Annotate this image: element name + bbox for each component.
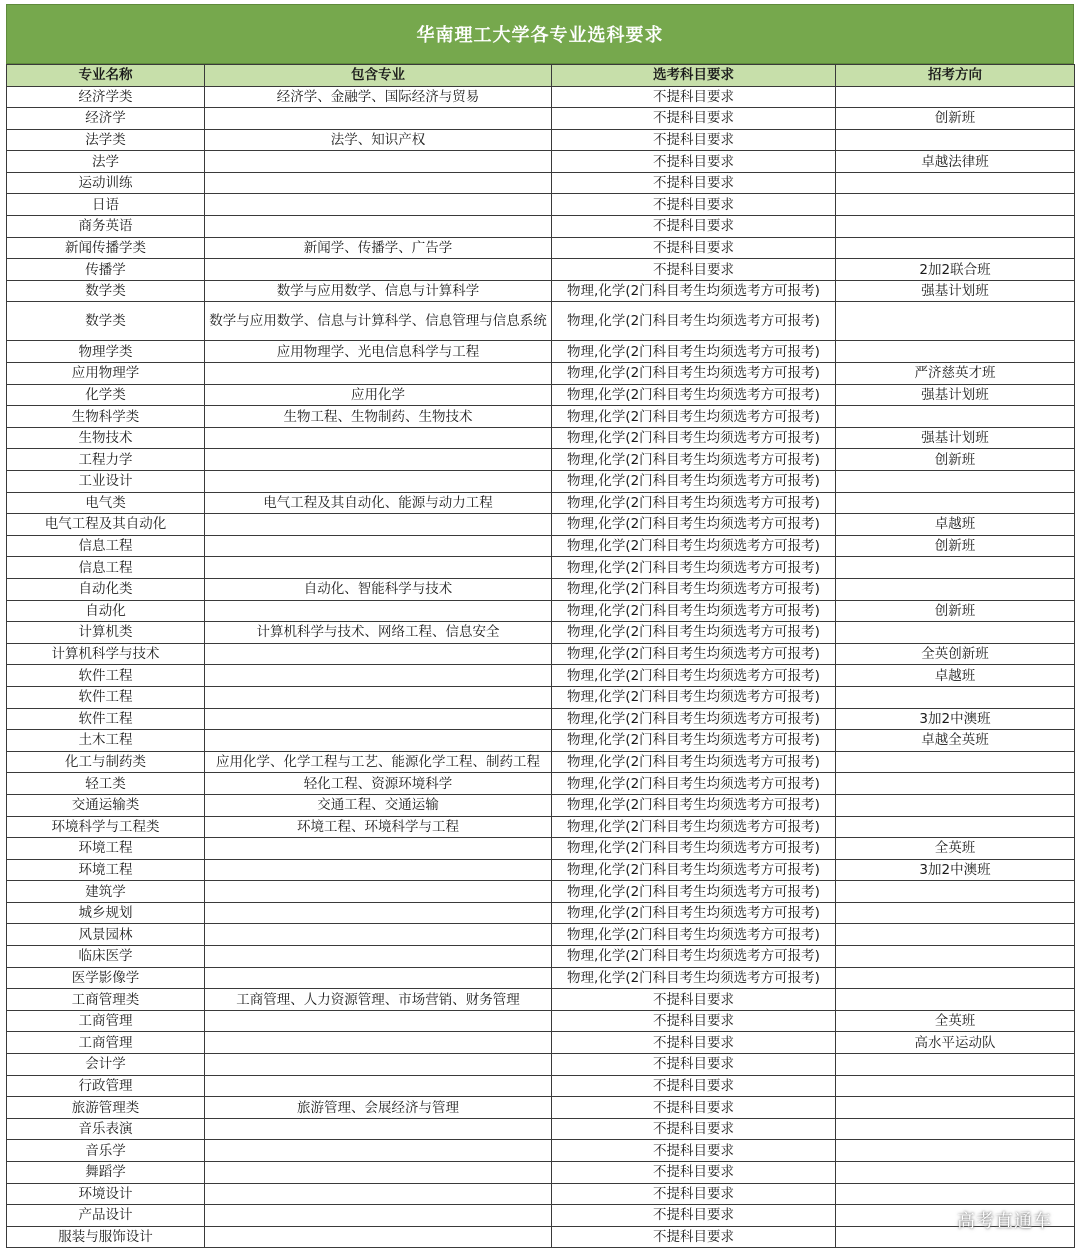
direction-cell	[836, 237, 1075, 259]
major-name-cell: 运动训练	[7, 172, 205, 194]
table-row	[7, 86, 1075, 108]
table-row	[7, 194, 1075, 216]
major-name-cell: 服装与服饰设计	[7, 1226, 205, 1248]
subject-requirement-cell: 物理,化学(2门科目考生均须选考方可报考)	[552, 773, 836, 795]
subject-requirement-cell: 不提科目要求	[552, 1118, 836, 1140]
subject-requirement-cell: 物理,化学(2门科目考生均须选考方可报考)	[552, 665, 836, 687]
table-row	[7, 302, 1075, 341]
direction-cell: 全英班	[836, 1010, 1075, 1032]
table-row	[7, 1183, 1075, 1205]
table-row	[7, 967, 1075, 989]
subject-requirement-cell: 物理,化学(2门科目考生均须选考方可报考)	[552, 643, 836, 665]
subject-requirement-cell: 不提科目要求	[552, 1097, 836, 1119]
table-row	[7, 1054, 1075, 1076]
subject-requirement-cell: 不提科目要求	[552, 86, 836, 108]
major-name-cell: 工业设计	[7, 471, 205, 493]
major-name-cell: 经济学类	[7, 86, 205, 108]
included-majors-cell: 数学与应用数学、信息与计算科学	[205, 280, 552, 302]
table-row	[7, 665, 1075, 687]
major-name-cell: 土木工程	[7, 730, 205, 752]
included-majors-cell	[205, 859, 552, 881]
direction-cell	[836, 216, 1075, 238]
table-row	[7, 259, 1075, 281]
major-name-cell: 环境工程	[7, 838, 205, 860]
direction-cell	[836, 302, 1075, 341]
subject-requirement-cell: 物理,化学(2门科目考生均须选考方可报考)	[552, 967, 836, 989]
table-row	[7, 794, 1075, 816]
subject-requirement-cell: 不提科目要求	[552, 1075, 836, 1097]
subject-requirement-cell: 物理,化学(2门科目考生均须选考方可报考)	[552, 557, 836, 579]
subject-requirement-cell: 物理,化学(2门科目考生均须选考方可报考)	[552, 280, 836, 302]
major-name-cell: 产品设计	[7, 1205, 205, 1227]
direction-cell	[836, 794, 1075, 816]
included-majors-cell: 环境工程、环境科学与工程	[205, 816, 552, 838]
subject-requirement-cell: 不提科目要求	[552, 1183, 836, 1205]
subject-requirement-cell: 物理,化学(2门科目考生均须选考方可报考)	[552, 730, 836, 752]
subject-requirement-cell: 不提科目要求	[552, 1140, 836, 1162]
major-name-cell: 软件工程	[7, 665, 205, 687]
major-name-cell: 软件工程	[7, 686, 205, 708]
table-row	[7, 902, 1075, 924]
major-name-cell: 生物科学类	[7, 406, 205, 428]
direction-cell	[836, 492, 1075, 514]
included-majors-cell	[205, 216, 552, 238]
direction-cell	[836, 1140, 1075, 1162]
subject-requirement-cell: 不提科目要求	[552, 1032, 836, 1054]
included-majors-cell	[205, 708, 552, 730]
major-name-cell: 工商管理类	[7, 989, 205, 1011]
header-subject-requirements: 选考科目要求	[552, 65, 836, 87]
included-majors-cell	[205, 535, 552, 557]
table-row	[7, 1118, 1075, 1140]
major-name-cell: 城乡规划	[7, 902, 205, 924]
subject-requirement-cell: 物理,化学(2门科目考生均须选考方可报考)	[552, 514, 836, 536]
direction-cell: 强基计划班	[836, 427, 1075, 449]
watermark: 高考直通车	[957, 1211, 1052, 1232]
subject-requirement-cell: 物理,化学(2门科目考生均须选考方可报考)	[552, 427, 836, 449]
direction-cell	[836, 406, 1075, 428]
major-name-cell: 音乐学	[7, 1140, 205, 1162]
major-name-cell: 信息工程	[7, 535, 205, 557]
table-row	[7, 514, 1075, 536]
table-row	[7, 427, 1075, 449]
direction-cell: 全英创新班	[836, 643, 1075, 665]
direction-cell	[836, 557, 1075, 579]
major-name-cell: 电气类	[7, 492, 205, 514]
table-row	[7, 492, 1075, 514]
subject-requirement-cell: 物理,化学(2门科目考生均须选考方可报考)	[552, 751, 836, 773]
table-row	[7, 686, 1075, 708]
table-row	[7, 600, 1075, 622]
direction-cell: 创新班	[836, 449, 1075, 471]
table-row	[7, 708, 1075, 730]
table-row	[7, 622, 1075, 644]
table-row	[7, 730, 1075, 752]
major-name-cell: 舞蹈学	[7, 1162, 205, 1184]
direction-cell	[836, 989, 1075, 1011]
included-majors-cell	[205, 449, 552, 471]
direction-cell	[836, 924, 1075, 946]
included-majors-cell: 自动化、智能科学与技术	[205, 578, 552, 600]
included-majors-cell	[205, 1205, 552, 1227]
included-majors-cell	[205, 151, 552, 173]
major-name-cell: 医学影像学	[7, 967, 205, 989]
major-name-cell: 行政管理	[7, 1075, 205, 1097]
subject-requirement-cell: 物理,化学(2门科目考生均须选考方可报考)	[552, 471, 836, 493]
subject-requirement-cell: 物理,化学(2门科目考生均须选考方可报考)	[552, 708, 836, 730]
subject-requirement-cell: 物理,化学(2门科目考生均须选考方可报考)	[552, 384, 836, 406]
direction-cell	[836, 1097, 1075, 1119]
major-name-cell: 电气工程及其自动化	[7, 514, 205, 536]
header-major-name: 专业名称	[7, 65, 205, 87]
major-name-cell: 法学类	[7, 129, 205, 151]
subject-requirement-cell: 物理,化学(2门科目考生均须选考方可报考)	[552, 902, 836, 924]
direction-cell	[836, 1054, 1075, 1076]
direction-cell	[836, 578, 1075, 600]
table-row	[7, 151, 1075, 173]
table-row	[7, 751, 1075, 773]
included-majors-cell	[205, 259, 552, 281]
included-majors-cell: 旅游管理、会展经济与管理	[205, 1097, 552, 1119]
table-row	[7, 535, 1075, 557]
subject-requirement-cell: 物理,化学(2门科目考生均须选考方可报考)	[552, 924, 836, 946]
major-name-cell: 法学	[7, 151, 205, 173]
included-majors-cell: 交通工程、交通运输	[205, 794, 552, 816]
direction-cell: 卓越班	[836, 665, 1075, 687]
table-row	[7, 989, 1075, 1011]
direction-cell	[836, 881, 1075, 903]
included-majors-cell	[205, 108, 552, 130]
included-majors-cell: 新闻学、传播学、广告学	[205, 237, 552, 259]
major-name-cell: 生物技术	[7, 427, 205, 449]
direction-cell: 卓越法律班	[836, 151, 1075, 173]
included-majors-cell	[205, 967, 552, 989]
subject-requirement-cell: 不提科目要求	[552, 172, 836, 194]
subject-requirement-cell: 不提科目要求	[552, 194, 836, 216]
major-name-cell: 工程力学	[7, 449, 205, 471]
direction-cell	[836, 86, 1075, 108]
table-row	[7, 1226, 1075, 1248]
subject-requirement-cell: 物理,化学(2门科目考生均须选考方可报考)	[552, 492, 836, 514]
included-majors-cell: 计算机科学与技术、网络工程、信息安全	[205, 622, 552, 644]
header-included-majors: 包含专业	[205, 65, 552, 87]
direction-cell	[836, 172, 1075, 194]
included-majors-cell: 数学与应用数学、信息与计算科学、信息管理与信息系统	[205, 302, 552, 341]
subject-requirement-cell: 不提科目要求	[552, 108, 836, 130]
table-row	[7, 237, 1075, 259]
included-majors-cell: 轻化工程、资源环境科学	[205, 773, 552, 795]
included-majors-cell	[205, 686, 552, 708]
table-row	[7, 924, 1075, 946]
direction-cell	[836, 967, 1075, 989]
direction-cell	[836, 1118, 1075, 1140]
included-majors-cell: 应用物理学、光电信息科学与工程	[205, 341, 552, 363]
major-name-cell: 环境工程	[7, 859, 205, 881]
included-majors-cell	[205, 427, 552, 449]
subject-requirement-cell: 不提科目要求	[552, 129, 836, 151]
direction-cell	[836, 816, 1075, 838]
major-name-cell: 会计学	[7, 1054, 205, 1076]
direction-cell: 强基计划班	[836, 384, 1075, 406]
subject-requirement-cell: 不提科目要求	[552, 1162, 836, 1184]
subject-requirement-cell: 物理,化学(2门科目考生均须选考方可报考)	[552, 794, 836, 816]
major-name-cell: 建筑学	[7, 881, 205, 903]
subject-requirement-cell: 不提科目要求	[552, 1226, 836, 1248]
subject-requirement-cell: 物理,化学(2门科目考生均须选考方可报考)	[552, 946, 836, 968]
included-majors-cell	[205, 471, 552, 493]
table-row	[7, 643, 1075, 665]
direction-cell	[836, 194, 1075, 216]
table-body	[7, 86, 1075, 1248]
header-enrollment-direction: 招考方向	[836, 65, 1075, 87]
table-row	[7, 1205, 1075, 1227]
major-name-cell: 交通运输类	[7, 794, 205, 816]
table-row	[7, 216, 1075, 238]
direction-cell	[836, 471, 1075, 493]
included-majors-cell	[205, 1162, 552, 1184]
included-majors-cell	[205, 881, 552, 903]
included-majors-cell	[205, 643, 552, 665]
direction-cell: 创新班	[836, 600, 1075, 622]
major-name-cell: 日语	[7, 194, 205, 216]
table-row	[7, 1032, 1075, 1054]
major-name-cell: 计算机科学与技术	[7, 643, 205, 665]
included-majors-cell	[205, 1032, 552, 1054]
direction-cell: 卓越全英班	[836, 730, 1075, 752]
table-row	[7, 129, 1075, 151]
included-majors-cell	[205, 902, 552, 924]
included-majors-cell	[205, 514, 552, 536]
direction-cell	[836, 686, 1075, 708]
major-name-cell: 环境科学与工程类	[7, 816, 205, 838]
direction-cell	[836, 751, 1075, 773]
table-row	[7, 384, 1075, 406]
header-row	[7, 65, 1075, 87]
included-majors-cell: 电气工程及其自动化、能源与动力工程	[205, 492, 552, 514]
included-majors-cell	[205, 924, 552, 946]
subject-requirement-cell: 物理,化学(2门科目考生均须选考方可报考)	[552, 449, 836, 471]
major-name-cell: 音乐表演	[7, 1118, 205, 1140]
major-name-cell: 化学类	[7, 384, 205, 406]
table-row	[7, 557, 1075, 579]
major-name-cell: 化工与制药类	[7, 751, 205, 773]
major-name-cell: 新闻传播学类	[7, 237, 205, 259]
table-row	[7, 1162, 1075, 1184]
table-row	[7, 108, 1075, 130]
major-name-cell: 轻工类	[7, 773, 205, 795]
table-row	[7, 946, 1075, 968]
table-row	[7, 578, 1075, 600]
included-majors-cell	[205, 1226, 552, 1248]
subject-requirement-cell: 不提科目要求	[552, 1054, 836, 1076]
subject-requirement-cell: 物理,化学(2门科目考生均须选考方可报考)	[552, 816, 836, 838]
subject-requirement-cell: 物理,化学(2门科目考生均须选考方可报考)	[552, 302, 836, 341]
major-name-cell: 应用物理学	[7, 363, 205, 385]
included-majors-cell	[205, 172, 552, 194]
major-name-cell: 临床医学	[7, 946, 205, 968]
included-majors-cell	[205, 838, 552, 860]
direction-cell	[836, 1162, 1075, 1184]
table-title: 华南理工大学各专业选科要求	[6, 4, 1074, 64]
direction-cell: 2加2联合班	[836, 259, 1075, 281]
included-majors-cell: 应用化学	[205, 384, 552, 406]
included-majors-cell: 生物工程、生物制药、生物技术	[205, 406, 552, 428]
direction-cell	[836, 341, 1075, 363]
included-majors-cell: 经济学、金融学、国际经济与贸易	[205, 86, 552, 108]
direction-cell: 卓越班	[836, 514, 1075, 536]
direction-cell: 3加2中澳班	[836, 708, 1075, 730]
subject-requirement-cell: 物理,化学(2门科目考生均须选考方可报考)	[552, 622, 836, 644]
included-majors-cell	[205, 1140, 552, 1162]
subject-requirement-cell: 不提科目要求	[552, 216, 836, 238]
major-name-cell: 信息工程	[7, 557, 205, 579]
major-name-cell: 数学类	[7, 280, 205, 302]
major-name-cell: 经济学	[7, 108, 205, 130]
major-name-cell: 物理学类	[7, 341, 205, 363]
included-majors-cell	[205, 1075, 552, 1097]
table-row	[7, 172, 1075, 194]
included-majors-cell: 工商管理、人力资源管理、市场营销、财务管理	[205, 989, 552, 1011]
major-name-cell: 环境设计	[7, 1183, 205, 1205]
table-row	[7, 816, 1075, 838]
requirements-table	[6, 64, 1075, 1248]
subject-requirement-cell: 物理,化学(2门科目考生均须选考方可报考)	[552, 859, 836, 881]
direction-cell	[836, 1183, 1075, 1205]
included-majors-cell	[205, 665, 552, 687]
direction-cell	[836, 773, 1075, 795]
subject-requirement-cell: 物理,化学(2门科目考生均须选考方可报考)	[552, 406, 836, 428]
major-name-cell: 数学类	[7, 302, 205, 341]
subject-requirement-cell: 不提科目要求	[552, 1010, 836, 1032]
subject-requirement-cell: 物理,化学(2门科目考生均须选考方可报考)	[552, 686, 836, 708]
table-row	[7, 859, 1075, 881]
table-row	[7, 1140, 1075, 1162]
direction-cell	[836, 129, 1075, 151]
subject-requirement-cell: 物理,化学(2门科目考生均须选考方可报考)	[552, 341, 836, 363]
subject-requirement-cell: 物理,化学(2门科目考生均须选考方可报考)	[552, 881, 836, 903]
major-name-cell: 自动化	[7, 600, 205, 622]
included-majors-cell: 应用化学、化学工程与工艺、能源化学工程、制药工程	[205, 751, 552, 773]
direction-cell: 强基计划班	[836, 280, 1075, 302]
included-majors-cell	[205, 600, 552, 622]
direction-cell	[836, 946, 1075, 968]
included-majors-cell: 法学、知识产权	[205, 129, 552, 151]
table-row	[7, 280, 1075, 302]
subject-requirement-cell: 物理,化学(2门科目考生均须选考方可报考)	[552, 578, 836, 600]
included-majors-cell	[205, 194, 552, 216]
direction-cell	[836, 1075, 1075, 1097]
table-row	[7, 341, 1075, 363]
direction-cell: 创新班	[836, 108, 1075, 130]
included-majors-cell	[205, 946, 552, 968]
major-name-cell: 软件工程	[7, 708, 205, 730]
table-row	[7, 406, 1075, 428]
major-name-cell: 旅游管理类	[7, 1097, 205, 1119]
table-row	[7, 1075, 1075, 1097]
table-row	[7, 449, 1075, 471]
subject-requirement-cell: 不提科目要求	[552, 151, 836, 173]
direction-cell: 创新班	[836, 535, 1075, 557]
subject-requirement-cell: 物理,化学(2门科目考生均须选考方可报考)	[552, 363, 836, 385]
subject-requirement-cell: 不提科目要求	[552, 1205, 836, 1227]
included-majors-cell	[205, 1118, 552, 1140]
included-majors-cell	[205, 1010, 552, 1032]
included-majors-cell	[205, 1054, 552, 1076]
direction-cell: 全英班	[836, 838, 1075, 860]
subject-requirement-cell: 不提科目要求	[552, 989, 836, 1011]
included-majors-cell	[205, 730, 552, 752]
direction-cell	[836, 622, 1075, 644]
table-row	[7, 881, 1075, 903]
included-majors-cell	[205, 1183, 552, 1205]
table-row	[7, 1010, 1075, 1032]
major-name-cell: 商务英语	[7, 216, 205, 238]
table-row	[7, 363, 1075, 385]
major-name-cell: 传播学	[7, 259, 205, 281]
included-majors-cell	[205, 557, 552, 579]
direction-cell: 严济慈英才班	[836, 363, 1075, 385]
subject-requirement-cell: 物理,化学(2门科目考生均须选考方可报考)	[552, 838, 836, 860]
included-majors-cell	[205, 363, 552, 385]
spreadsheet	[6, 4, 1074, 1248]
direction-cell: 3加2中澳班	[836, 859, 1075, 881]
major-name-cell: 计算机类	[7, 622, 205, 644]
table-row	[7, 838, 1075, 860]
table-row	[7, 1097, 1075, 1119]
subject-requirement-cell: 不提科目要求	[552, 259, 836, 281]
table-row	[7, 471, 1075, 493]
subject-requirement-cell: 不提科目要求	[552, 237, 836, 259]
subject-requirement-cell: 物理,化学(2门科目考生均须选考方可报考)	[552, 600, 836, 622]
major-name-cell: 自动化类	[7, 578, 205, 600]
direction-cell: 高水平运动队	[836, 1032, 1075, 1054]
major-name-cell: 风景园林	[7, 924, 205, 946]
major-name-cell: 工商管理	[7, 1032, 205, 1054]
subject-requirement-cell: 物理,化学(2门科目考生均须选考方可报考)	[552, 535, 836, 557]
major-name-cell: 工商管理	[7, 1010, 205, 1032]
direction-cell	[836, 902, 1075, 924]
table-row	[7, 773, 1075, 795]
